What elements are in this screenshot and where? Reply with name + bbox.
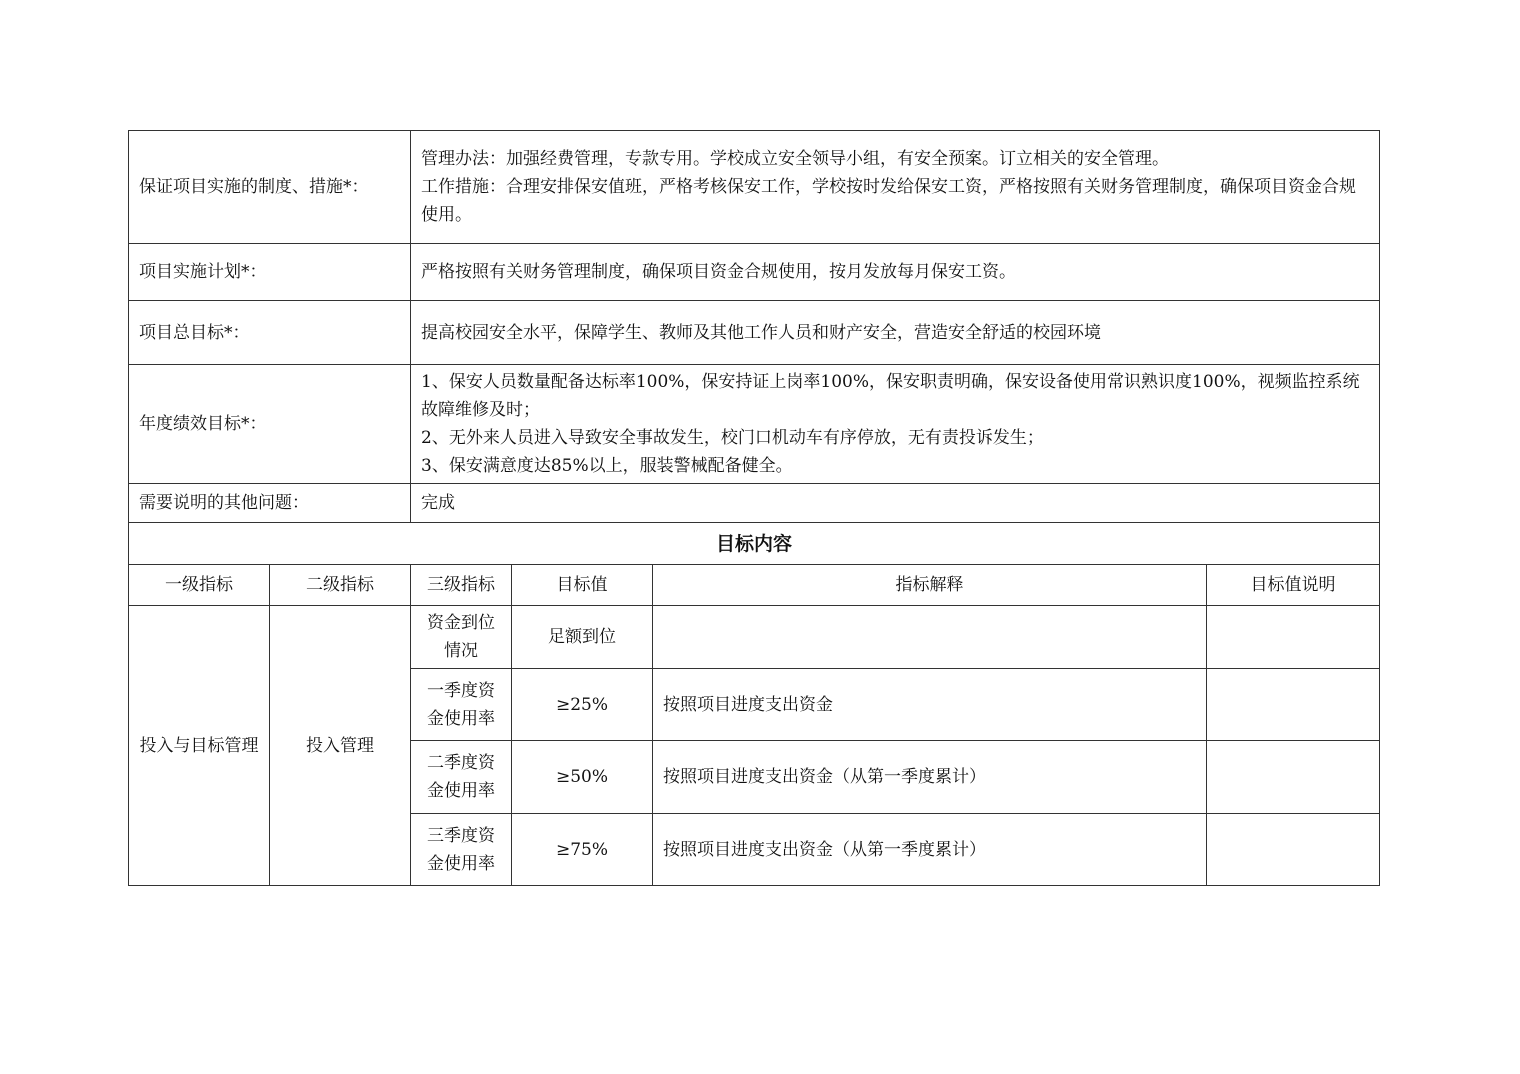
header-level1: 一级指标 [129, 565, 270, 606]
header-level2: 二级指标 [270, 565, 411, 606]
annual-value [411, 365, 1380, 484]
measures-row [129, 131, 1380, 244]
annual-label: 年度绩效目标*： [129, 365, 411, 484]
measures-label: 保证项目实施的制度、措施*： [129, 131, 411, 244]
indicator-row [129, 606, 1380, 669]
indicator-note [1207, 606, 1380, 669]
indicator-explain [653, 606, 1207, 669]
indicator-target: ≥75% [512, 814, 653, 886]
indicator-name: 二季度资金使用率 [411, 741, 512, 814]
indicator-explain: 按照项目进度支出资金 [653, 669, 1207, 741]
goal-row [129, 301, 1380, 365]
indicator-note [1207, 814, 1380, 886]
goal-label: 项目总目标*： [129, 301, 411, 365]
indicator-name: 三季度资金使用率 [411, 814, 512, 886]
indicator-name: 资金到位情况 [411, 606, 512, 669]
indicator-explain: 按照项目进度支出资金（从第一季度累计） [653, 741, 1207, 814]
level1-cell: 投入与目标管理 [129, 606, 270, 886]
annual-line: 1、保安人员数量配备达标率100%，保安持证上岗率100%，保安职责明确，保安设备使用常识熟识度100%，视频监控系统故障维修及时； [421, 372, 1360, 420]
annual-line: 3、保安满意度达85%以上，服装警械配备健全。 [421, 456, 793, 476]
measures-value [411, 131, 1380, 244]
goal-value: 提高校园安全水平，保障学生、教师及其他工作人员和财产安全，营造安全舒适的校园环境 [411, 301, 1380, 365]
measures-line: 管理办法：加强经费管理，专款专用。学校成立安全领导小组，有安全预案。订立相关的安全管理。 [421, 149, 1169, 169]
annual-row [129, 365, 1380, 484]
header-target: 目标值 [512, 565, 653, 606]
other-row [129, 484, 1380, 523]
annual-line: 2、无外来人员进入导致安全事故发生，校门口机动车有序停放，无有责投诉发生； [421, 428, 1044, 448]
measures-line: 工作措施：合理安排保安值班，严格考核保安工作，学校按时发给保安工资，严格按照有关财务管理制度，确保项目资金合规使用。 [421, 177, 1356, 225]
indicator-explain: 按照项目进度支出资金（从第一季度累计） [653, 814, 1207, 886]
header-row [129, 565, 1380, 606]
header-note: 目标值说明 [1207, 565, 1380, 606]
plan-row [129, 244, 1380, 301]
indicator-note [1207, 669, 1380, 741]
performance-target-table [128, 130, 1380, 886]
section-title-row [129, 523, 1380, 565]
plan-label: 项目实施计划*： [129, 244, 411, 301]
header-level3: 三级指标 [411, 565, 512, 606]
indicator-target: ≥25% [512, 669, 653, 741]
indicator-target: 足额到位 [512, 606, 653, 669]
header-explain: 指标解释 [653, 565, 1207, 606]
plan-value: 严格按照有关财务管理制度，确保项目资金合规使用，按月发放每月保安工资。 [411, 244, 1380, 301]
indicator-name: 一季度资金使用率 [411, 669, 512, 741]
indicator-note [1207, 741, 1380, 814]
level2-cell: 投入管理 [270, 606, 411, 886]
indicator-target: ≥50% [512, 741, 653, 814]
other-label: 需要说明的其他问题： [129, 484, 411, 523]
other-value: 完成 [411, 484, 1380, 523]
section-title: 目标内容 [129, 523, 1380, 565]
